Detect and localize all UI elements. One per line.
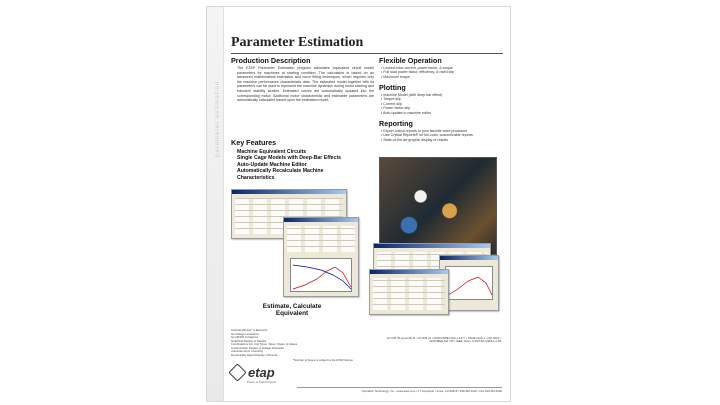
logo-text: etap bbox=[248, 365, 275, 380]
footer-rule bbox=[297, 387, 502, 388]
list-item: • Current-slip bbox=[381, 102, 442, 106]
screenshot-caption bbox=[237, 303, 347, 317]
etap-logo bbox=[231, 365, 275, 380]
flexible-list bbox=[381, 66, 454, 79]
production-heading: Production Description bbox=[231, 56, 311, 65]
window-content bbox=[287, 226, 355, 252]
logo-tagline: Power of Total Program bbox=[247, 380, 277, 384]
results-window-screenshot bbox=[369, 269, 449, 315]
sidebar-strip bbox=[207, 7, 224, 401]
curve-plot bbox=[290, 258, 352, 292]
list-item: Customizable Display of Voltage & Results bbox=[231, 345, 284, 350]
features-heading: Key Features bbox=[231, 138, 277, 147]
list-item: Automatic Error Checking bbox=[231, 349, 263, 353]
list-item: • machine Model (with deep bar effect) bbox=[381, 93, 442, 97]
feature-item: Characteristics bbox=[237, 174, 275, 181]
list-item: • Torque-slip bbox=[381, 97, 442, 101]
window-titlebar bbox=[440, 256, 498, 260]
title-rule bbox=[231, 53, 503, 54]
company-info: Operation Technology, Inc. • www.etap.com • 17 Goodyear • Irvine, CA 92618 • 949.462.0100 • Fax 949.462.0200 bbox=[361, 389, 502, 393]
list-item: No HP/kW Limitations bbox=[231, 335, 259, 339]
result-plot bbox=[445, 266, 493, 300]
list-item: • Auto update to machine editor bbox=[381, 111, 442, 115]
plot-window-screenshot bbox=[283, 217, 359, 297]
compliance-text: 10 CFR 50 Appendix B • 10 CFR 21 • ANSI/ASME NQA-1-1977 • ASME NQA-1 • ISO 9001 • ANSI/IEEE Std 730 • IEEE 1012 • CAN/CSA-Q396.1.2-89 bbox=[386, 336, 501, 344]
window-titlebar bbox=[232, 190, 346, 194]
list-item: • Locked-rotor current, power factor, & torque bbox=[381, 66, 454, 70]
feature-item: Auto-Update Machine Editor bbox=[237, 161, 307, 168]
window-titlebar bbox=[374, 244, 490, 248]
production-body: The ETAP Parameter Estimation program calculates equivalent circuit model parameters for machines at starting condition. The calculation is based on an advanced mathematical estimation and curve fitting techniques, which requires only the machine performance characteristic data. The estimated model together with its parameters can be used to represent the machine dynamics during motor starting and transient stability studies. Estimated curves are automatically updated into the corresponding motor. Additional motor characteristic and estimable parameters are automatically calculated based upon the estimated model. bbox=[237, 66, 374, 103]
footer-note: *Number of buses is subject to the ETAP license bbox=[293, 358, 353, 362]
curve-plot-svg bbox=[291, 259, 353, 293]
list-item: • Export output reports to your favorite word processor bbox=[381, 129, 473, 133]
brochure-page bbox=[206, 6, 511, 402]
plotting-heading: Plotting bbox=[379, 83, 406, 92]
window-titlebar bbox=[284, 218, 358, 222]
list-item: Combinations For Unit Types, Sizes, Styles, & Values bbox=[231, 342, 298, 346]
logo-mark-icon bbox=[228, 363, 246, 381]
motor-photo bbox=[379, 157, 497, 255]
feature-item: Single Cage Models with Deep-Bar Effects bbox=[237, 155, 342, 162]
list-item: • Full load power factor, efficiency, & rated slip bbox=[381, 70, 454, 74]
list-item: • Maximum torque bbox=[381, 75, 454, 79]
sidebar-text: parameter estimation bbox=[215, 80, 221, 157]
caption-line-1: Estimate, Calculate bbox=[262, 303, 322, 310]
list-item: • Use Crystal Reports® for full-color, customizable reports bbox=[381, 133, 473, 137]
feature-item: Automatically Recalculate Machine bbox=[237, 168, 324, 175]
list-item: Unlimited Buses* & Elements bbox=[231, 328, 268, 332]
flexible-heading: Flexible Operation bbox=[379, 56, 442, 65]
result-curve bbox=[448, 277, 492, 295]
capabilities-list bbox=[231, 329, 297, 357]
list-item: • Power factor-slip bbox=[381, 106, 442, 110]
result-plot-svg bbox=[446, 267, 494, 301]
current-curve bbox=[293, 265, 351, 289]
plotting-list bbox=[381, 93, 442, 115]
caption-line-2: Equivalent bbox=[275, 310, 309, 317]
list-item: Graphical Display of Results bbox=[231, 338, 267, 343]
page-title: Parameter Estimation bbox=[231, 35, 364, 50]
reporting-heading: Reporting bbox=[379, 119, 413, 128]
reporting-list bbox=[381, 129, 473, 142]
window-content bbox=[373, 278, 445, 310]
list-item: Dynamically Adjust Display of Results bbox=[231, 352, 278, 357]
feature-item: Machine Equivalent Circuits bbox=[237, 149, 307, 155]
window-titlebar bbox=[370, 270, 448, 274]
list-item: • State-of-the-art graphic display of results bbox=[381, 138, 473, 142]
features-list bbox=[237, 149, 373, 181]
list-item: No Voltage Limitations bbox=[231, 331, 259, 336]
